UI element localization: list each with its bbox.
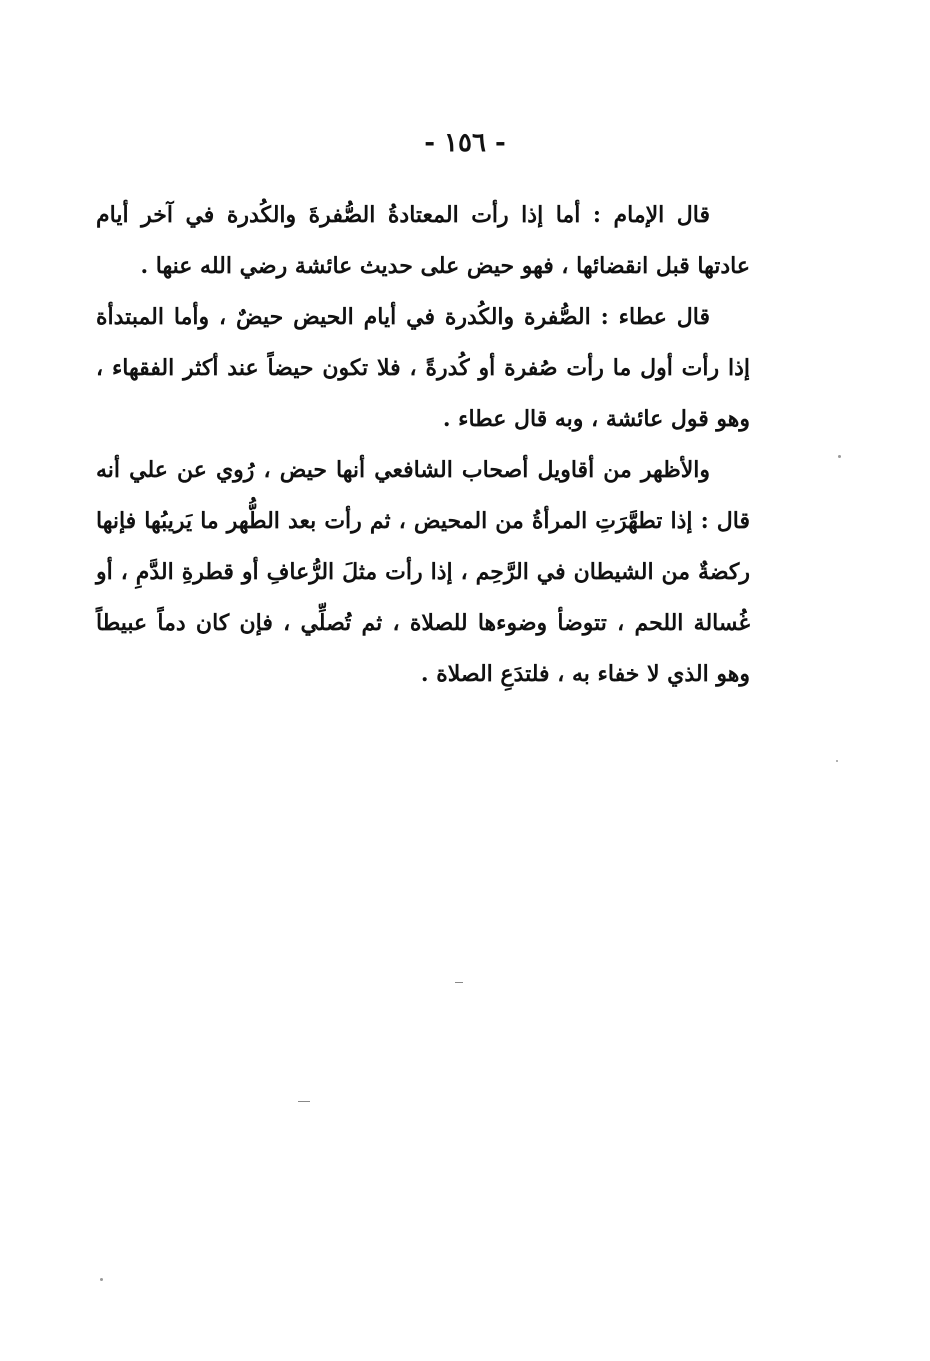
paragraph-1: قال الإمام : أما إذا رأت المعتادةُ الصُّفرةَ والكُدرة في آخر أيام عادتها قبل انقضائها ، فهو حيض على حديث عائشة رضي الله عنها .	[96, 202, 750, 279]
scan-mark	[298, 1101, 310, 1102]
scan-speck	[836, 760, 838, 762]
paragraph-2: قال عطاء : الصُّفرة والكُدرة في أيام الحيض حيضٌ ، وأما المبتدأة إذا رأت أول ما رأت صُفرة أو كُدرةً ، فلا تكون حيضاً عند أكثر الفقهاء ، وهو قول عائشة ، وبه قال عطاء .	[96, 304, 750, 432]
scan-speck	[838, 455, 841, 458]
body-text	[96, 190, 750, 700]
scan-speck	[100, 1278, 103, 1281]
scan-mark	[455, 982, 463, 983]
page-number: - ١٥٦ -	[424, 128, 506, 158]
paragraph-3: والأظهر من أقاويل أصحاب الشافعي أنها حيض ، رُوي عن علي أنه قال : إذا تطهَّرَتِ المرأةُ من المحيض ، ثم رأت بعد الطُّهر ما يَريبُها فإنها ركضةٌ من الشيطان في الرَّحِم ، إذا رأت مثلَ الرُّعافِ أو قطرةِ الدَّمِ ، أو غُسالة اللحم ، تتوضأ وضوءها للصلاة ، ثم تُصلِّي ، فإن كان دماً عبيطاً وهو الذي لا خفاء به ، فلتدَعِ الصلاة .	[96, 457, 750, 687]
